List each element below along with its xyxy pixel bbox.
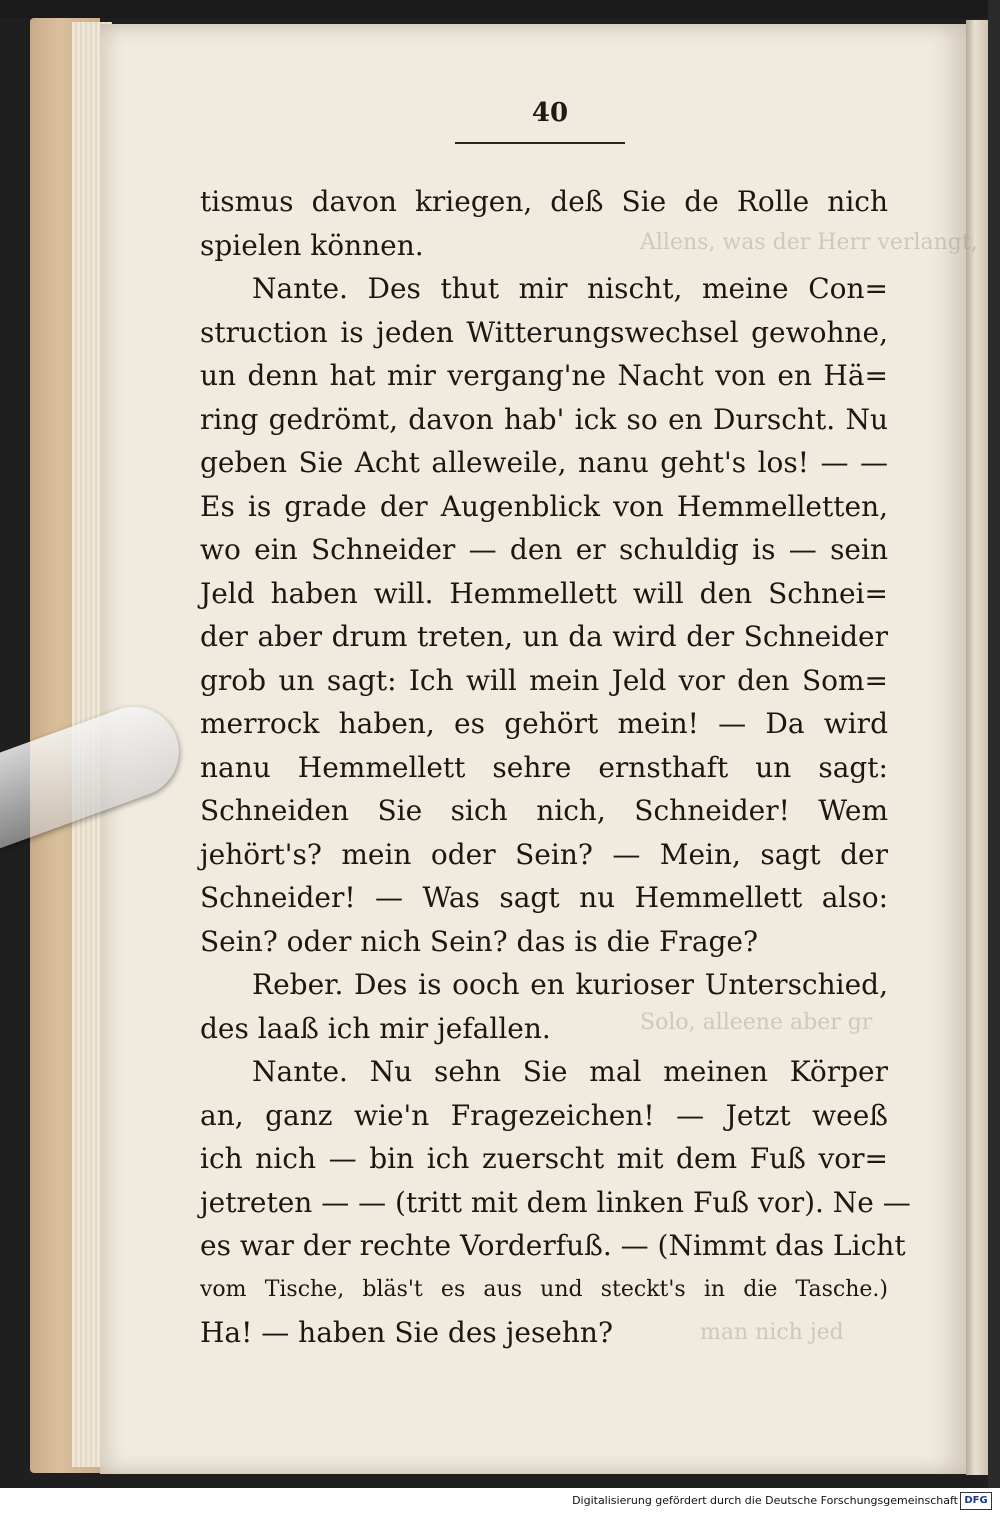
dfg-logo: DFG [960,1492,992,1510]
bleed-through-text: Solo, alleene aber gr [640,1010,873,1035]
scan-background-right [988,0,1000,1514]
text-line: wo ein Schneider — den er schuldig is — sein [200,533,888,566]
text-line: des laaß ich mir jefallen. [200,1011,551,1045]
text-line: Jeld haben will. Hemmellett will den Schnei= [200,576,888,610]
page-number-rule [455,142,625,144]
text-line: struction is jeden Witterungswechsel gewohne, [200,315,888,349]
text-line: ring gedrömt, davon hab' ick so en Durscht. Nu [200,402,888,436]
text-line: Sein? oder nich Sein? das is die Frage? [200,924,759,958]
text-line: Nante. Nu sehn Sie mal meinen Körper [252,1055,888,1088]
text-line: jetreten — — (tritt mit dem linken Fuß vor). Ne — [200,1185,911,1219]
text-line: geben Sie Acht alleweile, nanu geht's los! — — [200,446,888,479]
bleed-through-text: Allens, was der Herr verlangt, [640,230,978,255]
scan-background-top [0,0,1000,18]
text-line: nanu Hemmellett sehre ernsthaft un sagt: [200,750,888,784]
page-number: 40 [531,98,569,128]
text-line: ich nich — bin ich zuerscht mit dem Fuß vor= [200,1142,888,1175]
text-line: Reber. Des is ooch en kurioser Unterschied, [252,968,888,1001]
funding-credit: Digitalisierung gefördert durch die Deutsche Forschungsgemeinschaft [572,1494,958,1507]
text-line: tismus davon kriegen, deß Sie de Rolle nich [200,185,888,218]
text-line: vom Tische, bläs't es aus und steckt's in die Tasche.) [200,1276,888,1302]
text-line: Es is grade der Augenblick von Hemmelletten, [200,489,888,523]
text-line: un denn hat mir vergang'ne Nacht von en Hä= [200,359,888,392]
text-line: spielen können. [200,228,424,262]
text-line: es war der rechte Vorderfuß. — (Nimmt das Licht [200,1229,906,1262]
text-line: jehört's? mein oder Sein? — Mein, sagt der [200,837,888,871]
text-line: Ha! — haben Sie des jesehn? [200,1316,613,1349]
text-line: an, ganz wie'n Fragezeichen! — Jetzt weeß [200,1098,888,1132]
text-line: grob un sagt: Ich will mein Jeld vor den Som= [200,663,888,697]
text-line: Schneider! — Was sagt nu Hemmellett also: [200,881,888,914]
text-line: Schneiden Sie sich nich, Schneider! Wem [200,794,888,827]
body-text [200,180,911,1355]
text-line: Nante. Des thut mir nischt, meine Con= [252,272,888,305]
text-line: merrock haben, es gehört mein! — Da wird [200,707,888,740]
bleed-through-text: man nich jed [700,1320,844,1345]
text-line: der aber drum treten, un da wird der Schneider [200,620,888,653]
